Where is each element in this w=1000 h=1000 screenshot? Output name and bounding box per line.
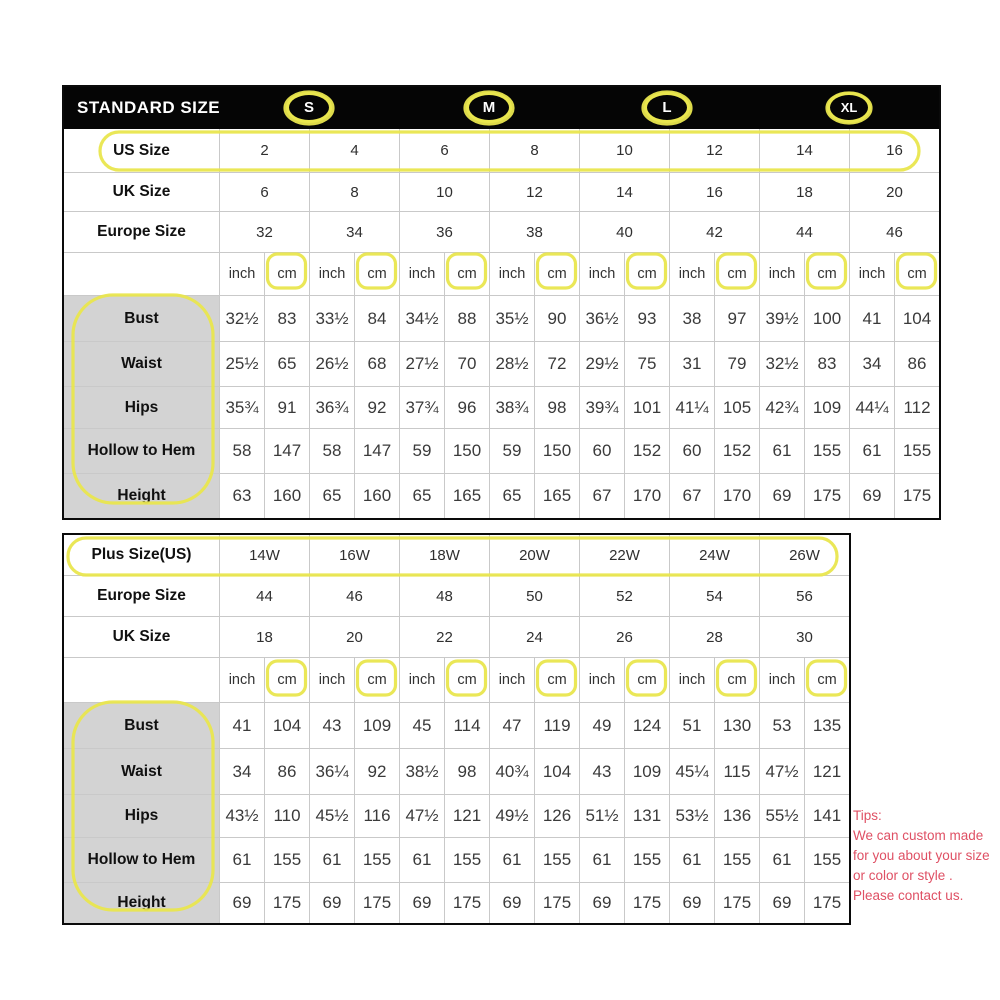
measure-value-cell: 150: [534, 429, 579, 473]
tips-line-4: Please contact us.: [853, 888, 964, 903]
size-value-cell: 34: [309, 212, 399, 252]
measure-value-cell: 39¾: [579, 387, 624, 428]
size-value-cell: 50: [489, 576, 579, 616]
measure-value-cell: 58: [219, 429, 264, 473]
measure-value-cell: 37¾: [399, 387, 444, 428]
measure-value-cell: 110: [264, 795, 309, 837]
measure-value-cell: 55½: [759, 795, 804, 837]
measurement-label: Hips: [64, 387, 219, 428]
measure-value-cell: 61: [309, 838, 354, 882]
measurement-row: [64, 702, 849, 748]
size-value-cell: 18: [219, 617, 309, 657]
inch-unit-cell: inch: [759, 658, 804, 702]
size-value-cell: 24: [489, 617, 579, 657]
size-value-cell: 10: [579, 129, 669, 172]
standard-size-title: STANDARD SIZE: [77, 98, 221, 117]
cm-unit-cell: cm: [444, 253, 489, 295]
size-badge-s: S: [286, 92, 332, 123]
measure-value-cell: 61: [669, 838, 714, 882]
size-value-cell: 4: [309, 129, 399, 172]
measure-value-cell: 105: [714, 387, 759, 428]
cm-unit-cell: cm: [804, 253, 849, 295]
size-row: [64, 211, 939, 252]
inch-unit-cell: inch: [399, 253, 444, 295]
measure-value-cell: 155: [624, 838, 669, 882]
measure-value-cell: 39½: [759, 296, 804, 341]
size-value-cell: 16: [669, 173, 759, 211]
measure-value-cell: 61: [759, 838, 804, 882]
tips-line-3: or color or style .: [853, 868, 953, 883]
measure-value-cell: 79: [714, 342, 759, 386]
cm-unit-cell: cm: [534, 658, 579, 702]
measure-value-cell: 43: [579, 749, 624, 794]
size-value-cell: 28: [669, 617, 759, 657]
measurement-row: [64, 748, 849, 794]
size-value-cell: 14W: [219, 535, 309, 575]
size-value-cell: 46: [309, 576, 399, 616]
size-value-cell: 46: [849, 212, 939, 252]
measure-value-cell: 155: [804, 838, 849, 882]
measure-value-cell: 69: [759, 474, 804, 518]
measure-value-cell: 67: [579, 474, 624, 518]
measure-value-cell: 29½: [579, 342, 624, 386]
size-value-cell: 38: [489, 212, 579, 252]
measure-value-cell: 165: [534, 474, 579, 518]
measure-value-cell: 155: [444, 838, 489, 882]
plus-size-body: [64, 535, 849, 923]
measure-value-cell: 98: [444, 749, 489, 794]
measure-value-cell: 45: [399, 703, 444, 748]
measure-value-cell: 92: [354, 749, 399, 794]
measure-value-cell: 109: [354, 703, 399, 748]
measurement-row: [64, 882, 849, 923]
cm-unit-cell: cm: [624, 253, 669, 295]
measure-value-cell: 175: [804, 883, 849, 923]
size-value-cell: 54: [669, 576, 759, 616]
cm-unit-cell: cm: [354, 253, 399, 295]
measure-value-cell: 170: [624, 474, 669, 518]
measure-value-cell: 47: [489, 703, 534, 748]
measurement-row: [64, 341, 939, 386]
size-value-cell: 22W: [579, 535, 669, 575]
measure-value-cell: 32½: [219, 296, 264, 341]
inch-unit-cell: inch: [219, 253, 264, 295]
measure-value-cell: 53: [759, 703, 804, 748]
tips-line-1: We can custom made: [853, 828, 984, 843]
inch-unit-cell: inch: [579, 253, 624, 295]
measurement-label: Bust: [64, 296, 219, 341]
measure-value-cell: 130: [714, 703, 759, 748]
size-value-cell: 30: [759, 617, 849, 657]
tips-line-2: for you about your size: [853, 848, 990, 863]
measure-value-cell: 69: [669, 883, 714, 923]
measure-value-cell: 86: [264, 749, 309, 794]
size-value-cell: 56: [759, 576, 849, 616]
measure-value-cell: 34½: [399, 296, 444, 341]
size-value-cell: 6: [399, 129, 489, 172]
inch-unit-cell: inch: [309, 253, 354, 295]
measure-value-cell: 51: [669, 703, 714, 748]
measure-value-cell: 31: [669, 342, 714, 386]
plus-size-table: [62, 533, 851, 925]
size-row: [64, 172, 939, 211]
size-value-cell: 52: [579, 576, 669, 616]
measure-value-cell: 53½: [669, 795, 714, 837]
inch-unit-cell: inch: [219, 658, 264, 702]
size-badge-xl: XL: [827, 92, 871, 123]
size-value-cell: 18W: [399, 535, 489, 575]
size-row: [64, 129, 939, 172]
measure-value-cell: 121: [444, 795, 489, 837]
measure-value-cell: 152: [624, 429, 669, 473]
size-value-cell: 24W: [669, 535, 759, 575]
cm-unit-cell: cm: [444, 658, 489, 702]
measure-value-cell: 116: [354, 795, 399, 837]
inch-unit-cell: inch: [669, 658, 714, 702]
measure-value-cell: 155: [894, 429, 939, 473]
measure-value-cell: 38½: [399, 749, 444, 794]
measure-value-cell: 93: [624, 296, 669, 341]
measure-value-cell: 69: [219, 883, 264, 923]
cm-unit-cell: cm: [714, 658, 759, 702]
measure-value-cell: 83: [804, 342, 849, 386]
measure-value-cell: 175: [354, 883, 399, 923]
measure-value-cell: 47½: [399, 795, 444, 837]
measure-value-cell: 61: [399, 838, 444, 882]
measure-value-cell: 43½: [219, 795, 264, 837]
measure-value-cell: 69: [489, 883, 534, 923]
measure-value-cell: 35½: [489, 296, 534, 341]
row-label: US Size: [113, 141, 170, 159]
row-label: UK Size: [112, 628, 171, 645]
measure-value-cell: 38: [669, 296, 714, 341]
measure-value-cell: 61: [759, 429, 804, 473]
cm-unit-cell: cm: [264, 658, 309, 702]
measure-value-cell: 36½: [579, 296, 624, 341]
measure-value-cell: 72: [534, 342, 579, 386]
measure-value-cell: 175: [534, 883, 579, 923]
measure-value-cell: 61: [579, 838, 624, 882]
unit-row-label: [64, 658, 219, 702]
measure-value-cell: 155: [534, 838, 579, 882]
unit-row-label: [64, 253, 219, 295]
measure-value-cell: 42¾: [759, 387, 804, 428]
size-value-cell: 14: [579, 173, 669, 211]
size-value-cell: 36: [399, 212, 489, 252]
measure-value-cell: 147: [264, 429, 309, 473]
measure-value-cell: 61: [219, 838, 264, 882]
measure-value-cell: 141: [804, 795, 849, 837]
measure-value-cell: 69: [309, 883, 354, 923]
inch-unit-cell: inch: [759, 253, 804, 295]
cm-unit-cell: cm: [534, 253, 579, 295]
measure-value-cell: 96: [444, 387, 489, 428]
measure-value-cell: 84: [354, 296, 399, 341]
row-label: Europe Size: [97, 223, 186, 240]
standard-size-header: [64, 87, 939, 129]
measure-value-cell: 70: [444, 342, 489, 386]
size-value-cell: 14: [759, 129, 849, 172]
measure-value-cell: 49: [579, 703, 624, 748]
measure-value-cell: 97: [714, 296, 759, 341]
measure-value-cell: 49½: [489, 795, 534, 837]
measure-value-cell: 69: [579, 883, 624, 923]
measurement-label: Hollow to Hem: [64, 838, 219, 882]
measure-value-cell: 36¼: [309, 749, 354, 794]
measure-value-cell: 160: [264, 474, 309, 518]
size-value-cell: 26: [579, 617, 669, 657]
measure-value-cell: 60: [669, 429, 714, 473]
measurement-row: [64, 386, 939, 428]
unit-row: [64, 252, 939, 295]
measure-value-cell: 175: [444, 883, 489, 923]
measure-value-cell: 32½: [759, 342, 804, 386]
measure-value-cell: 124: [624, 703, 669, 748]
measure-value-cell: 33½: [309, 296, 354, 341]
cm-unit-cell: cm: [624, 658, 669, 702]
measure-value-cell: 65: [489, 474, 534, 518]
cm-unit-cell: cm: [714, 253, 759, 295]
measure-value-cell: 47½: [759, 749, 804, 794]
measure-value-cell: 65: [264, 342, 309, 386]
row-label: Plus Size(US): [91, 546, 192, 563]
inch-unit-cell: inch: [489, 253, 534, 295]
measure-value-cell: 109: [804, 387, 849, 428]
measure-value-cell: 44¼: [849, 387, 894, 428]
measure-value-cell: 41: [849, 296, 894, 341]
measure-value-cell: 152: [714, 429, 759, 473]
measurement-row: [64, 428, 939, 473]
size-value-cell: 16W: [309, 535, 399, 575]
row-label: Europe Size: [97, 587, 186, 604]
measure-value-cell: 51½: [579, 795, 624, 837]
measure-value-cell: 26½: [309, 342, 354, 386]
size-value-cell: 44: [219, 576, 309, 616]
measure-value-cell: 119: [534, 703, 579, 748]
measure-value-cell: 155: [264, 838, 309, 882]
unit-row: [64, 657, 849, 702]
measure-value-cell: 92: [354, 387, 399, 428]
measure-value-cell: 61: [489, 838, 534, 882]
measure-value-cell: 98: [534, 387, 579, 428]
measure-value-cell: 69: [849, 474, 894, 518]
measure-value-cell: 104: [534, 749, 579, 794]
measure-value-cell: 126: [534, 795, 579, 837]
size-value-cell: 20: [309, 617, 399, 657]
measure-value-cell: 131: [624, 795, 669, 837]
measure-value-cell: 61: [849, 429, 894, 473]
measure-value-cell: 63: [219, 474, 264, 518]
measure-value-cell: 86: [894, 342, 939, 386]
size-value-cell: 12: [669, 129, 759, 172]
measure-value-cell: 175: [714, 883, 759, 923]
measure-value-cell: 100: [804, 296, 849, 341]
measurement-row: [64, 473, 939, 518]
measurement-label: Hips: [64, 795, 219, 837]
inch-unit-cell: inch: [489, 658, 534, 702]
measure-value-cell: 65: [399, 474, 444, 518]
measure-value-cell: 45½: [309, 795, 354, 837]
measure-value-cell: 67: [669, 474, 714, 518]
measure-value-cell: 27½: [399, 342, 444, 386]
measurement-label: Bust: [64, 703, 219, 748]
measure-value-cell: 112: [894, 387, 939, 428]
size-value-cell: 12: [489, 173, 579, 211]
size-value-cell: 40: [579, 212, 669, 252]
measure-value-cell: 109: [624, 749, 669, 794]
standard-size-table: [62, 85, 941, 520]
inch-unit-cell: inch: [309, 658, 354, 702]
size-row: [64, 616, 849, 657]
measure-value-cell: 59: [489, 429, 534, 473]
standard-size-body: [64, 129, 939, 518]
row-label: UK Size: [112, 183, 171, 200]
size-value-cell: 26W: [759, 535, 849, 575]
size-row: [64, 575, 849, 616]
size-badge-l: L: [644, 92, 690, 123]
measure-value-cell: 69: [759, 883, 804, 923]
cm-unit-cell: cm: [894, 253, 939, 295]
measure-value-cell: 69: [399, 883, 444, 923]
measure-value-cell: 59: [399, 429, 444, 473]
measure-value-cell: 58: [309, 429, 354, 473]
measure-value-cell: 155: [804, 429, 849, 473]
measure-value-cell: 136: [714, 795, 759, 837]
measure-value-cell: 75: [624, 342, 669, 386]
measure-value-cell: 160: [354, 474, 399, 518]
measurement-label: Height: [64, 474, 219, 518]
measure-value-cell: 41¼: [669, 387, 714, 428]
size-badge-m: M: [466, 92, 512, 123]
custom-tips-note: [853, 806, 999, 906]
measure-value-cell: 65: [309, 474, 354, 518]
measure-value-cell: 104: [894, 296, 939, 341]
measure-value-cell: 43: [309, 703, 354, 748]
size-value-cell: 18: [759, 173, 849, 211]
measurement-label: Waist: [64, 342, 219, 386]
cm-unit-cell: cm: [354, 658, 399, 702]
measure-value-cell: 60: [579, 429, 624, 473]
measure-value-cell: 35¾: [219, 387, 264, 428]
size-value-cell: 16: [849, 129, 939, 172]
measurement-label: Height: [64, 883, 219, 923]
size-value-cell: 6: [219, 173, 309, 211]
measure-value-cell: 175: [624, 883, 669, 923]
size-row: [64, 535, 849, 575]
measurement-label: Hollow to Hem: [64, 429, 219, 473]
size-value-cell: 42: [669, 212, 759, 252]
measure-value-cell: 36¾: [309, 387, 354, 428]
size-value-cell: 10: [399, 173, 489, 211]
measure-value-cell: 104: [264, 703, 309, 748]
size-value-cell: 48: [399, 576, 489, 616]
measure-value-cell: 45¼: [669, 749, 714, 794]
measure-value-cell: 175: [894, 474, 939, 518]
measure-value-cell: 175: [804, 474, 849, 518]
cm-unit-cell: cm: [264, 253, 309, 295]
measure-value-cell: 41: [219, 703, 264, 748]
measure-value-cell: 91: [264, 387, 309, 428]
measure-value-cell: 68: [354, 342, 399, 386]
measure-value-cell: 150: [444, 429, 489, 473]
measure-value-cell: 147: [354, 429, 399, 473]
size-value-cell: 32: [219, 212, 309, 252]
measure-value-cell: 115: [714, 749, 759, 794]
measure-value-cell: 155: [714, 838, 759, 882]
measure-value-cell: 101: [624, 387, 669, 428]
measure-value-cell: 155: [354, 838, 399, 882]
inch-unit-cell: inch: [579, 658, 624, 702]
measure-value-cell: 88: [444, 296, 489, 341]
size-value-cell: 44: [759, 212, 849, 252]
measure-value-cell: 28½: [489, 342, 534, 386]
inch-unit-cell: inch: [669, 253, 714, 295]
size-value-cell: 8: [489, 129, 579, 172]
measure-value-cell: 165: [444, 474, 489, 518]
measure-value-cell: 34: [849, 342, 894, 386]
size-value-cell: 8: [309, 173, 399, 211]
inch-unit-cell: inch: [399, 658, 444, 702]
measurement-row: [64, 295, 939, 341]
size-value-cell: 20: [849, 173, 939, 211]
measurement-row: [64, 794, 849, 837]
size-value-cell: 2: [219, 129, 309, 172]
measure-value-cell: 114: [444, 703, 489, 748]
measure-value-cell: 25½: [219, 342, 264, 386]
measure-value-cell: 135: [804, 703, 849, 748]
measure-value-cell: 121: [804, 749, 849, 794]
measure-value-cell: 40¾: [489, 749, 534, 794]
size-value-cell: 20W: [489, 535, 579, 575]
measure-value-cell: 170: [714, 474, 759, 518]
measure-value-cell: 90: [534, 296, 579, 341]
measure-value-cell: 38¾: [489, 387, 534, 428]
measurement-row: [64, 837, 849, 882]
measure-value-cell: 83: [264, 296, 309, 341]
tips-title: Tips:: [853, 808, 882, 823]
cm-unit-cell: cm: [804, 658, 849, 702]
measure-value-cell: 34: [219, 749, 264, 794]
size-value-cell: 22: [399, 617, 489, 657]
inch-unit-cell: inch: [849, 253, 894, 295]
measure-value-cell: 175: [264, 883, 309, 923]
measurement-label: Waist: [64, 749, 219, 794]
